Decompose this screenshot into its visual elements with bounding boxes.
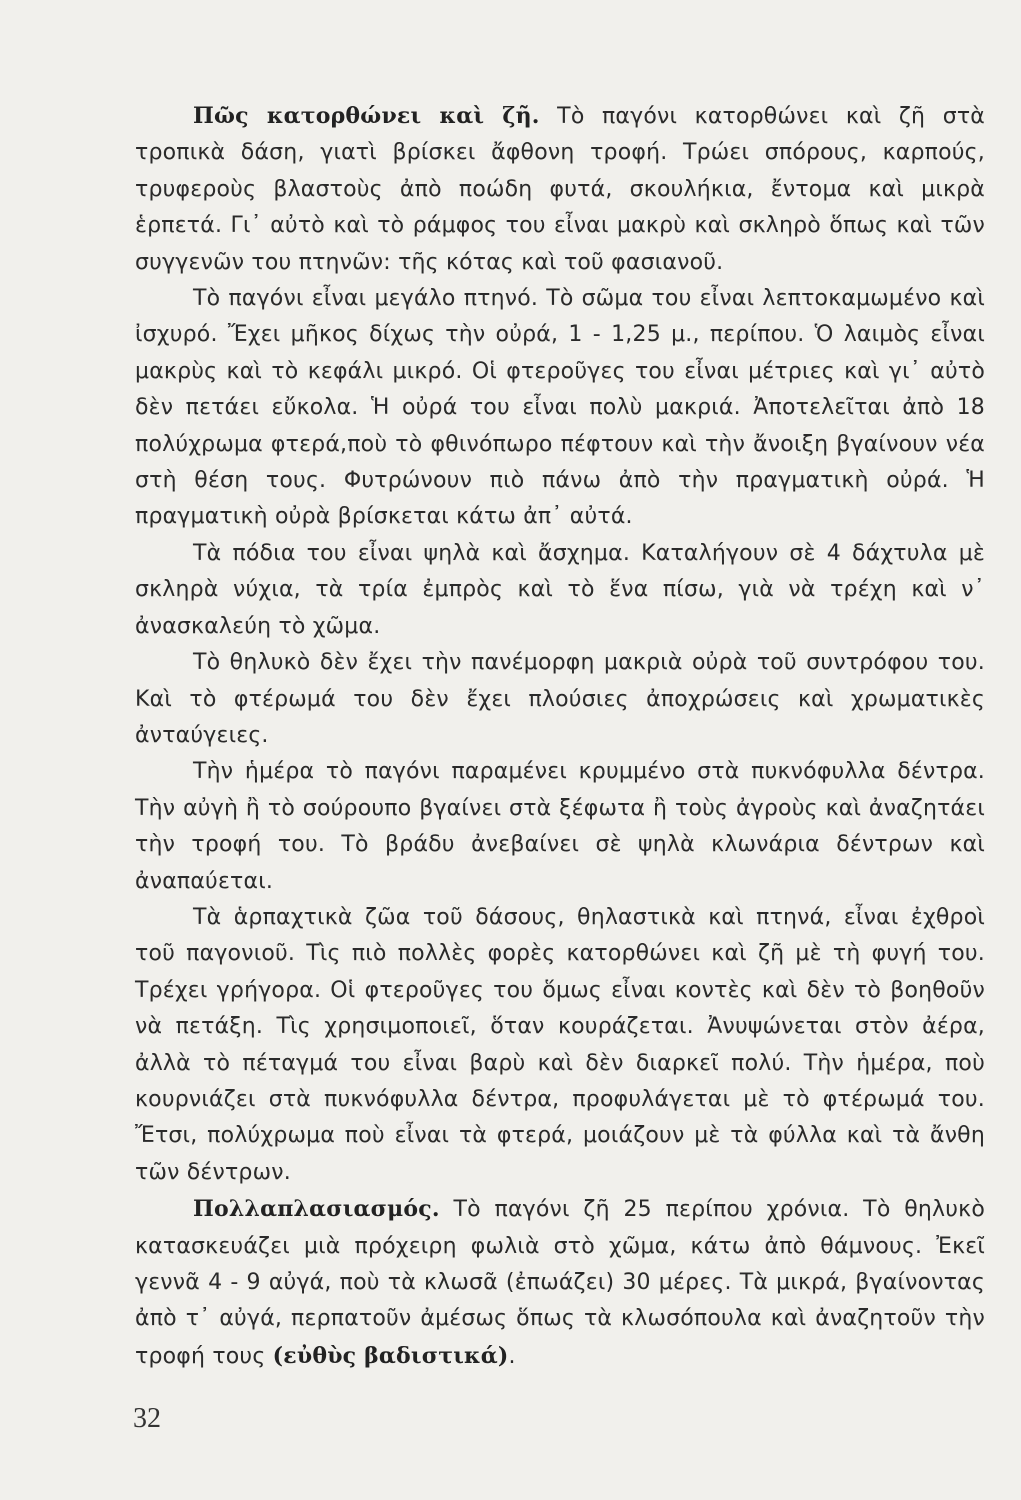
paragraph-female: [135, 645, 985, 754]
paragraph-how-it-survives: [135, 98, 985, 281]
paragraph-enemies: [135, 900, 985, 1191]
paragraph-text: Τὸ θηλυκὸ δὲν ἔχει τὴν πανέμορφη μακριὰ οὐρὰ τοῦ συντρόφου του. Καὶ τὸ φτέρωμά του δὲν ἔχει πλούσιες ἀποχρώσεις καὶ χρωματικὲς ἀνταύγειες.: [135, 650, 985, 748]
section-heading-survival: Πῶς κατορθώνει καὶ ζῆ.: [193, 103, 540, 129]
paragraph-text: Τὸ παγόνι ζῆ 25 περίπου χρόνια. Τὸ θηλυκὸ κατασκευάζει μιὰ πρόχειρη φωλιὰ στὸ χῶμα, κάτω ἀπὸ θάμνους. Ἐκεῖ γεννᾶ 4 - 9 αὐγά, ποὺ τὰ κλωσᾶ (ἐπωάζει) 30 μέρες. Τὰ μικρά, βγαίνοντας ἀπὸ τ᾿ αὐγά, περπατοῦν ἀμέσως ὅπως τὰ κλωσόπουλα καὶ ἀναζητοῦν τὴν τροφή τους: [135, 1197, 985, 1369]
paragraph-text: Τὸ παγόνι κατορθώνει καὶ ζῆ στὰ τροπικὰ δάση, γιατὶ βρίσκει ἄφθονη τροφή. Τρώει σπόρους, καρπούς, τρυφεροὺς βλαστοὺς ἀπὸ ποώδη φυτά, σκουλήκια, ἔντομα καὶ μικρὰ ἑρπετά. Γι᾿ αὐτὸ καὶ τὸ ράμφος του εἶναι μακρὺ καὶ σκληρὸ ὅπως καὶ τῶν συγγενῶν του πτηνῶν: τῆς κότας καὶ τοῦ φασιανοῦ.: [135, 104, 985, 275]
paragraph-reproduction: [135, 1191, 985, 1375]
bold-term: (εὐθὺς βαδιστικά): [272, 1342, 509, 1369]
paragraph-text: Τὸ παγόνι εἶναι μεγάλο πτηνό. Τὸ σῶμα του εἶναι λεπτοκαμωμένο καὶ ἰσχυρό. Ἔχει μῆκος δίχως τὴν οὐρά, 1 - 1,25 μ., περίπου. Ὁ λαιμὸς εἶναι μακρὺς καὶ τὸ κεφάλι μικρό. Οἱ φτεροῦγες του εἶναι μέτριες καὶ γι᾿ αὐτὸ δὲν πετάει εὔκολα. Ἡ οὐρά του εἶναι πολὺ μακριά. Ἀποτελεῖται ἀπὸ 18 πολύχρωμα φτερά,ποὺ τὸ φθινόπωρο πέφτουν καὶ τὴν ἄνοιξη βγαίνουν νέα στὴ θέση τους. Φυτρώνουν πιὸ πάνω ἀπὸ τὴν πραγματικὴ οὐρά. Ἡ πραγματικὴ οὐρὰ βρίσκεται κάτω ἀπ᾿ αὐτά.: [135, 286, 985, 530]
paragraph-legs: [135, 536, 985, 645]
body-text: [135, 98, 985, 1375]
paragraph-text: Τὴν ἡμέρα τὸ παγόνι παραμένει κρυμμένο στὰ πυκνόφυλλα δέντρα. Τὴν αὐγὴ ἢ τὸ σούρουπο βγαίνει στὰ ξέφωτα ἢ τοὺς ἀγροὺς καὶ ἀναζητάει τὴν τροφή του. Τὸ βράδυ ἀνεβαίνει σὲ ψηλὰ κλωνάρια δέντρων καὶ ἀναπαύεται.: [135, 759, 985, 894]
section-heading-reproduction: Πολλαπλασιασμός.: [193, 1196, 440, 1223]
paragraph-text: Τὰ πόδια του εἶναι ψηλὰ καὶ ἄσχημα. Καταλήγουν σὲ 4 δάχτυλα μὲ σκληρὰ νύχια, τὰ τρία ἐμπρὸς καὶ τὸ ἕνα πίσω, γιὰ νὰ τρέχη καὶ ν᾿ ἀνασκαλεύη τὸ χῶμα.: [135, 540, 985, 639]
page-number: 32: [133, 1403, 161, 1434]
paragraph-body-description: [135, 281, 985, 536]
paragraph-daily-life: [135, 754, 985, 900]
paragraph-text: Τὰ ἁρπαχτικὰ ζῶα τοῦ δάσους, θηλαστικὰ καὶ πτηνά, εἶναι ἐχθροὶ τοῦ παγονιοῦ. Τὶς πιὸ πολλὲς φορὲς κατορθώνει καὶ ζῆ μὲ τὴ φυγή του. Τρέχει γρήγορα. Οἱ φτεροῦγες του ὅμως εἶναι κοντὲς καὶ δὲν τὸ βοηθοῦν νὰ πετάξη. Τὶς χρησιμοποιεῖ, ὅταν κουράζεται. Ἀνυψώνεται στὸν ἀέρα, ἀλλὰ τὸ πέταγμά του εἶναι βαρὺ καὶ δὲν διαρκεῖ πολύ. Τὴν ἡμέρα, ποὺ κουρνιάζει στὰ πυκνόφυλλα δέντρα, προφυλάγεται μὲ τὸ φτέρωμά του. Ἔτσι, πολύχρωμα ποὺ εἶναι τὰ φτερά, μοιάζουν μὲ τὰ φύλλα καὶ τὰ ἄνθη τῶν δέντρων.: [135, 904, 985, 1185]
paragraph-end: .: [508, 1343, 516, 1369]
